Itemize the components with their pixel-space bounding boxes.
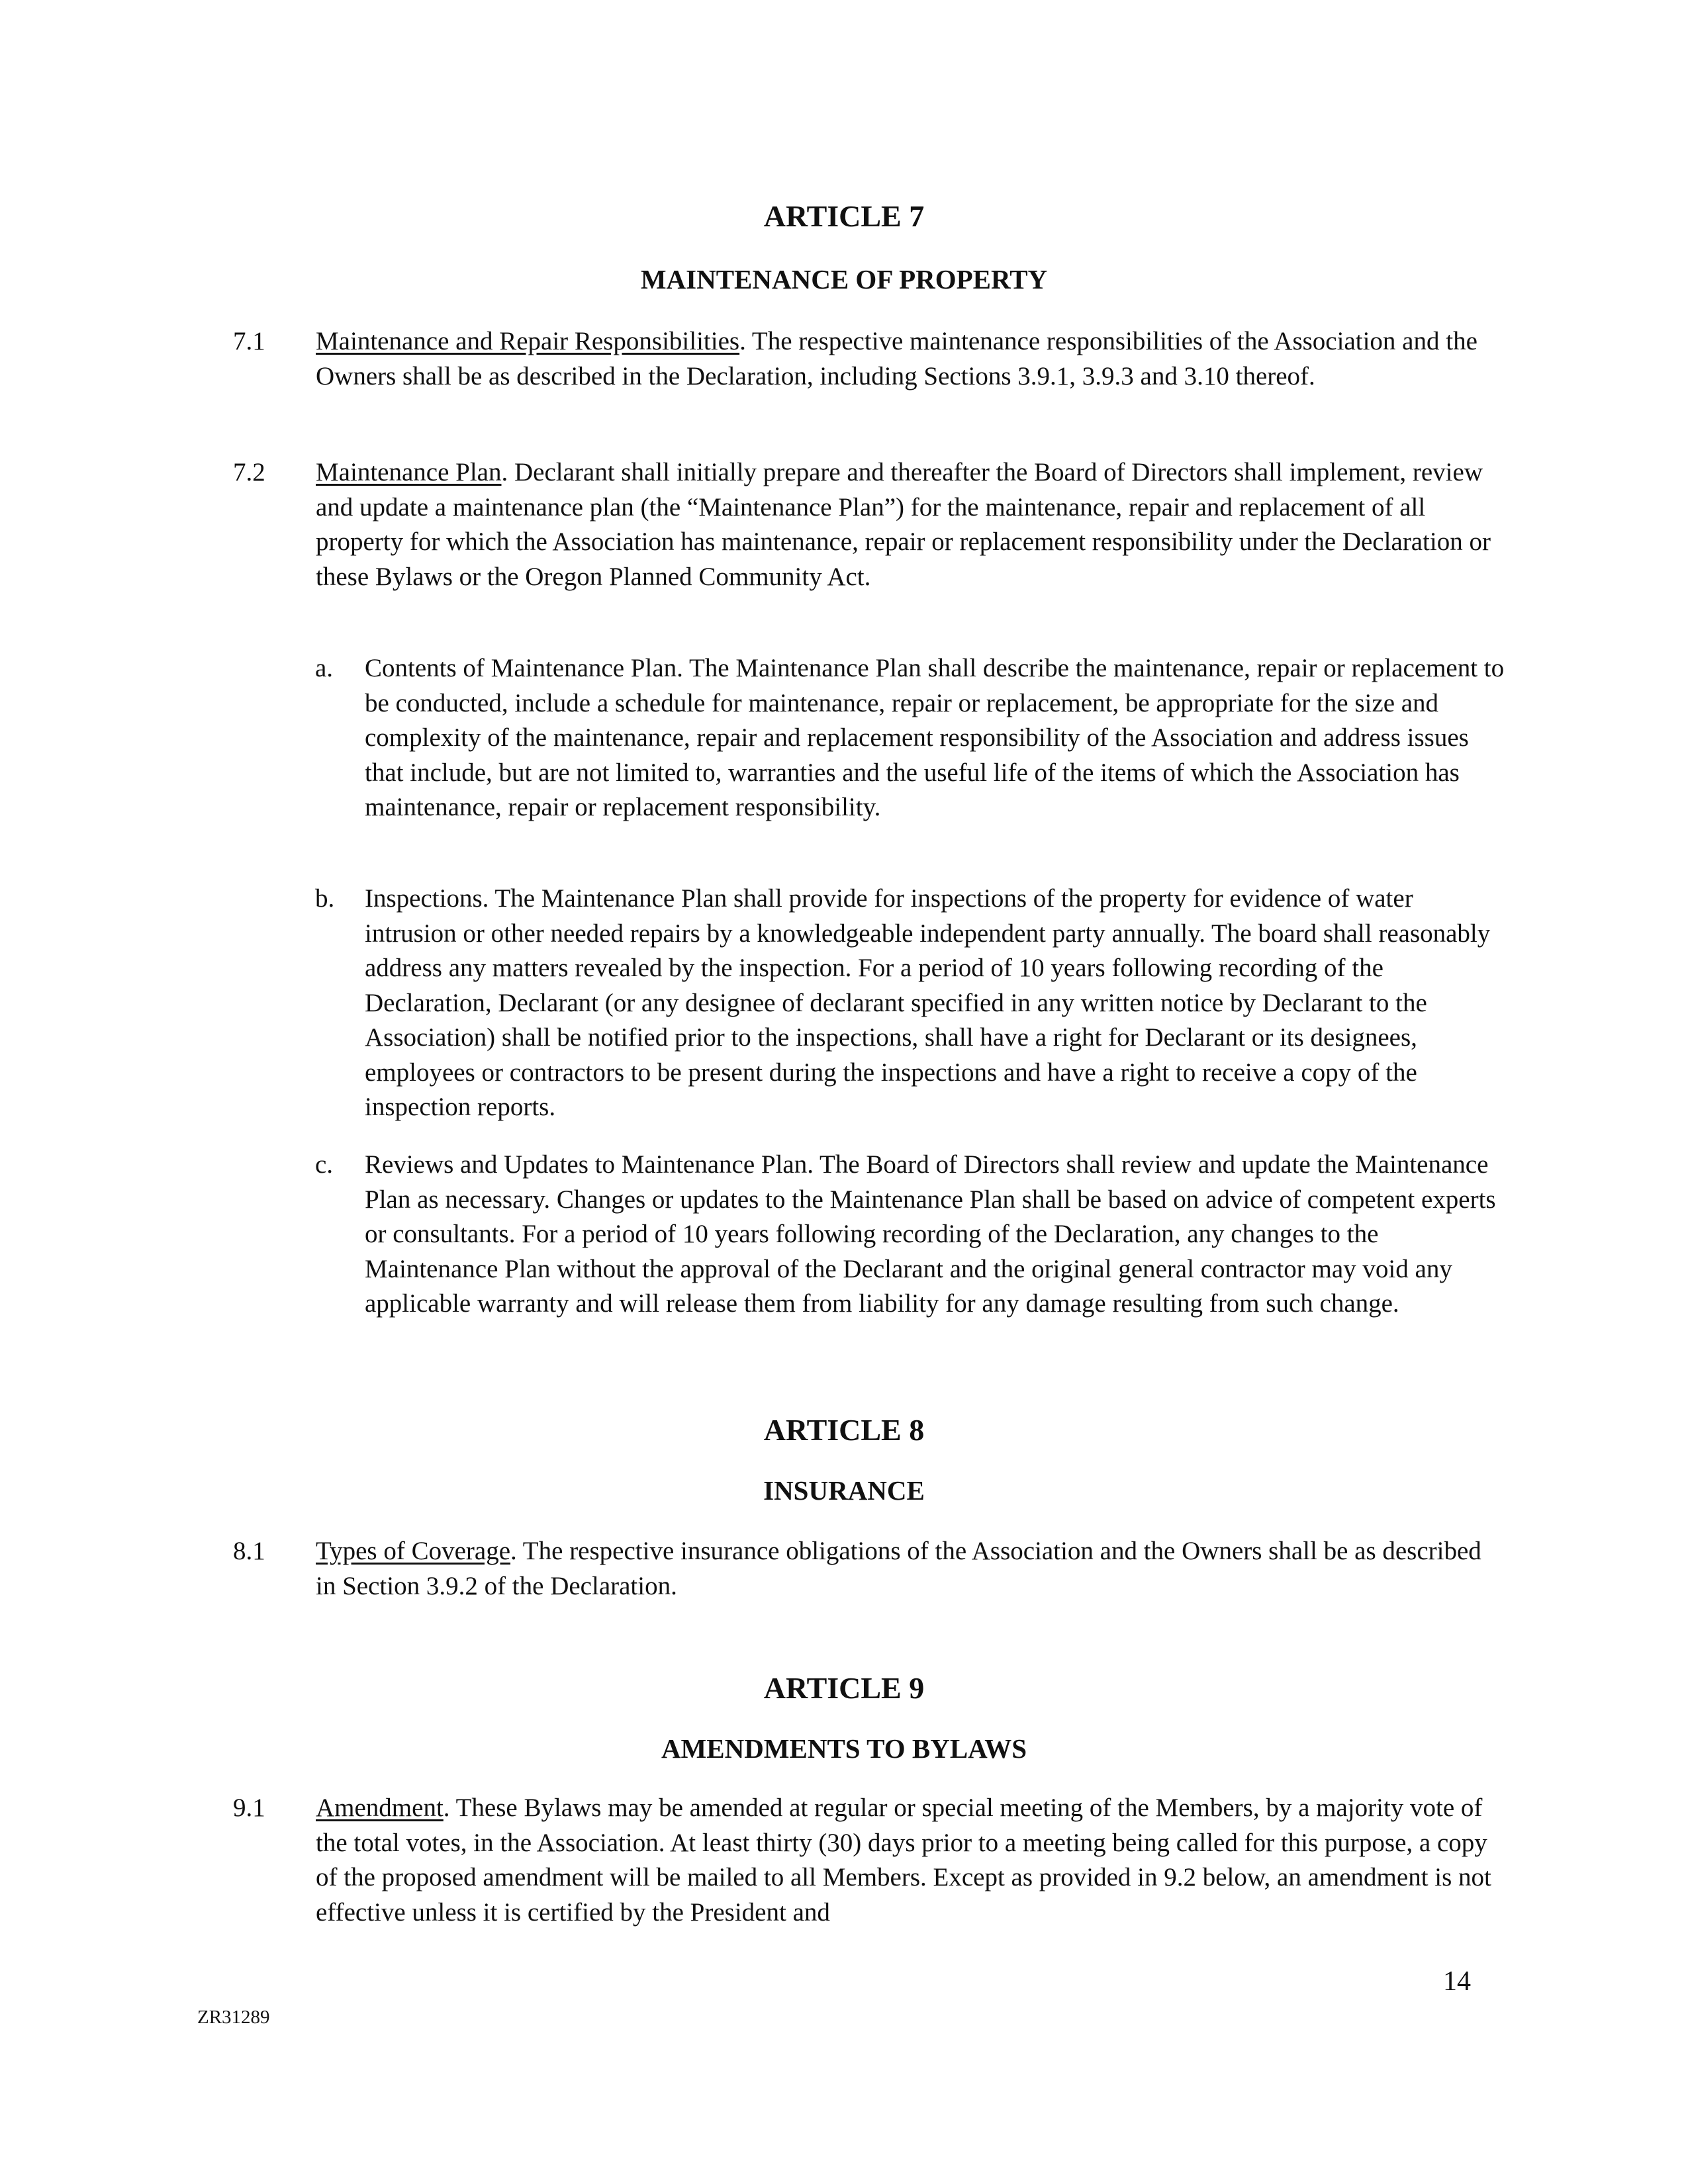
list-item: [315, 882, 1507, 1125]
section-heading: Maintenance Plan: [316, 458, 502, 486]
document-code: ZR31289: [197, 2007, 270, 2028]
list-item: [315, 1148, 1507, 1322]
article-7-title: ARTICLE 7: [763, 199, 925, 233]
section-heading: Maintenance and Repair Responsibilities: [316, 327, 740, 355]
section-number: 7.2: [233, 458, 265, 486]
list-item-text: Reviews and Updates to Maintenance Plan. The Board of Directors shall review and update the Maintenance Plan as necessary. Changes or updates to the Maintenance Plan shall be based on advice of competent experts or consultants. For a period of 10 years following recording of the Declaration, any changes to the Maintenance Plan without the approval of the Declarant and the original general contractor may void any applicable warranty and will release them from liability for any damage resulting from such change.: [365, 1150, 1496, 1318]
section-heading: Amendment: [316, 1794, 444, 1822]
section-number: 7.1: [233, 327, 265, 355]
page-number: 14: [1443, 1966, 1471, 1997]
section-text: . Declarant shall initially prepare and thereafter the Board of Directors shall implement, review and update a maintenance plan (the “Maintenance Plan”) for the maintenance, repair and replacement of all property for which the Association has maintenance, repair or replacement responsibility under the Declaration or these Bylaws or the Oregon Planned Community Act.: [316, 458, 1491, 591]
section-7-1: [233, 324, 1504, 394]
list-item: [315, 651, 1507, 825]
section-9-1: [233, 1791, 1504, 1930]
section-body: [316, 1534, 1504, 1604]
list-item-text: Contents of Maintenance Plan. The Maintenance Plan shall describe the maintenance, repair or replacement to be conducted, include a schedule for maintenance, repair or replacement, be appropriate for the size and complexity of the maintenance, repair and replacement responsibility of the Association and address issues that include, but are not limited to, warranties and the useful life of the items of which the Association has maintenance, repair or replacement responsibility.: [365, 654, 1505, 821]
section-text: . The respective insurance obligations of the Association and the Owners shall be as described in Section 3.9.2 of the Declaration.: [316, 1537, 1481, 1600]
article-8-subtitle: INSURANCE: [763, 1475, 925, 1506]
section-body: [316, 1791, 1504, 1930]
article-7-subtitle: MAINTENANCE OF PROPERTY: [640, 264, 1048, 295]
section-7-2: [233, 455, 1504, 594]
section-body: [316, 324, 1504, 394]
list-item-letter: a.: [315, 654, 334, 682]
section-text: . The respective maintenance responsibilities of the Association and the Owners shall be as described in the Declaration, including Sections 3.9.1, 3.9.3 and 3.10 thereof.: [316, 327, 1477, 390]
list-item-letter: b.: [315, 884, 335, 913]
section-number: 8.1: [233, 1537, 265, 1565]
section-number: 9.1: [233, 1794, 265, 1822]
list-item-text: Inspections. The Maintenance Plan shall provide for inspections of the property for evidence of water intrusion or other needed repairs by a knowledgeable independent party annually. The board shall reasonably address any matters revealed by the inspection. For a period of 10 years following recording of the Declaration, Declarant (or any designee of declarant specified in any written notice by Declarant to the Association) shall be notified prior to the inspections, shall have a right for Declarant or its designees, employees or contractors to be present during the inspections and have a right to receive a copy of the inspection reports.: [365, 884, 1491, 1121]
section-heading: Types of Coverage: [316, 1537, 511, 1565]
article-9-subtitle: AMENDMENTS TO BYLAWS: [661, 1733, 1027, 1764]
section-8-1: [233, 1534, 1504, 1604]
article-8-title: ARTICLE 8: [763, 1413, 925, 1447]
section-body: [316, 455, 1504, 594]
list-item-letter: c.: [315, 1150, 334, 1179]
section-text: . These Bylaws may be amended at regular or special meeting of the Members, by a majority vote of the total votes, in the Association. At least thirty (30) days prior to a meeting being called for this purpose, a copy of the proposed amendment will be mailed to all Members. Except as provided in 9.2 below, an amendment is not effective unless it is certified by the President and: [316, 1794, 1491, 1927]
article-9-title: ARTICLE 9: [763, 1671, 925, 1705]
